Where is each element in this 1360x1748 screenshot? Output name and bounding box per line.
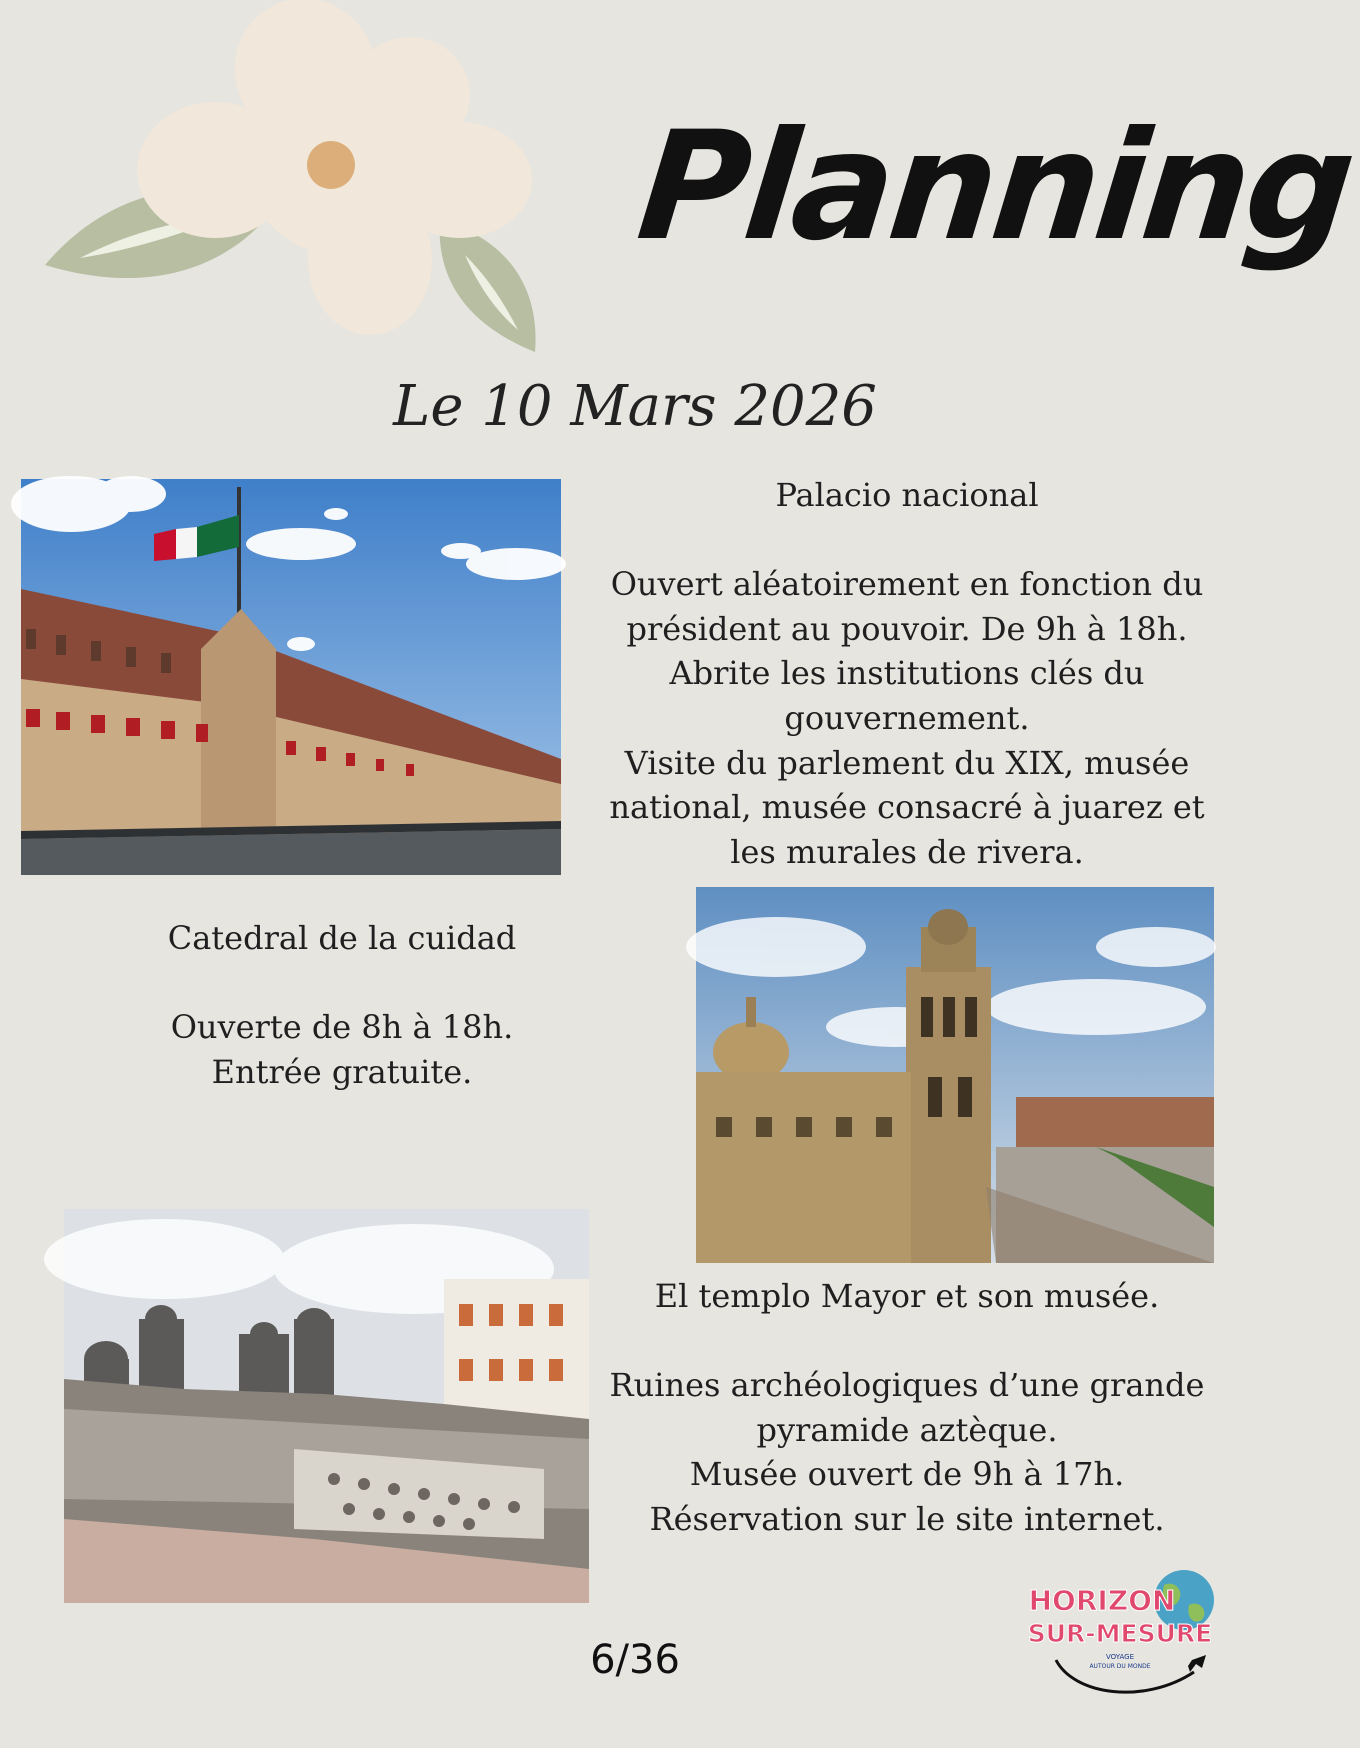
section-line: Musée ouvert de 9h à 17h. bbox=[689, 1455, 1125, 1494]
section-line: national, musée consacré à juarez et bbox=[609, 788, 1205, 827]
section-line: président au pouvoir. De 9h à 18h. bbox=[626, 609, 1188, 648]
page-number: 6/36 bbox=[590, 1637, 680, 1683]
section-line: gouvernement. bbox=[784, 698, 1030, 737]
section-line: Ouvert aléatoirement en fonction du bbox=[610, 565, 1204, 604]
palacio-nacional-photo bbox=[21, 479, 561, 875]
section-heading: Catedral de la cuidad bbox=[167, 919, 517, 957]
logo-line2: SUR-MESURE bbox=[1027, 1619, 1213, 1648]
templo-mayor-text bbox=[592, 1274, 1222, 1542]
logo-tagline1: VOYAGE bbox=[1105, 1653, 1135, 1661]
section-line: Abrite les institutions clés du bbox=[669, 654, 1145, 693]
section-heading: Palacio nacional bbox=[775, 476, 1039, 514]
section-line: pyramide aztèque. bbox=[756, 1410, 1058, 1449]
section-heading: El templo Mayor et son musée. bbox=[654, 1277, 1160, 1315]
date-heading: Le 10 Mars 2026 bbox=[393, 374, 877, 439]
catedral-photo bbox=[696, 887, 1214, 1263]
section-line: Réservation sur le site internet. bbox=[649, 1499, 1165, 1538]
section-line: Ruines archéologiques d’une grande bbox=[609, 1366, 1205, 1405]
section-line: Ouverte de 8h à 18h. bbox=[170, 1008, 514, 1047]
section-line: les murales de rivera. bbox=[730, 832, 1084, 871]
page-title: Planning bbox=[630, 100, 1359, 274]
logo-line1: HORIZON bbox=[1028, 1584, 1176, 1617]
logo-tagline2: AUTOUR DU MONDE bbox=[1089, 1663, 1151, 1670]
catedral-text bbox=[92, 916, 592, 1094]
palacio-nacional-text bbox=[592, 473, 1222, 874]
airplane-icon bbox=[1188, 1655, 1206, 1672]
section-line: Entrée gratuite. bbox=[211, 1052, 473, 1091]
templo-mayor-photo bbox=[64, 1209, 589, 1603]
horizon-sur-mesure-logo bbox=[1024, 1560, 1224, 1720]
flower-illustration-icon bbox=[40, 0, 560, 360]
section-line: Visite du parlement du XIX, musée bbox=[624, 743, 1190, 782]
